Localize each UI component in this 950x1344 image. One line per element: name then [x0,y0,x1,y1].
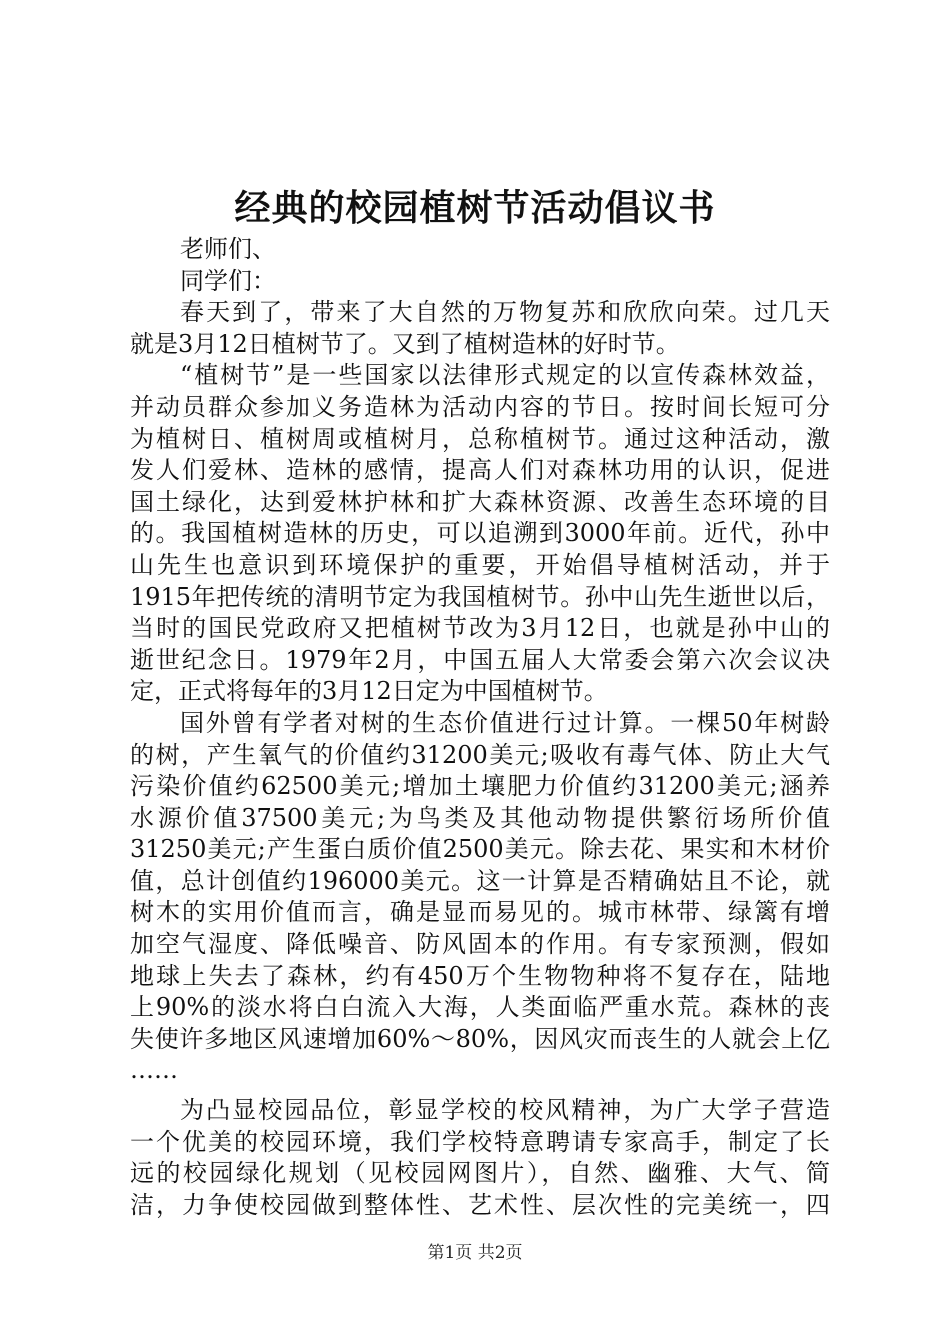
paragraph-line: 值，总计创值约196000美元。这一计算是否精确姑且不论，就 [130,866,830,895]
paragraph-line: 的。我国植树造林的历史，可以追溯到3000年前。近代，孙中 [130,519,830,548]
paragraph-line: 山先生也意识到环境保护的重要，开始倡导植树活动，并于 [130,550,830,579]
paragraph-line: 上90%的淡水将白白流入大海，人类面临严重水荒。森林的丧 [130,993,830,1022]
paragraph-line: 1915年把传统的清明节定为我国植树节。孙中山先生逝世以后， [130,582,830,611]
paragraph-line: 国外曾有学者对树的生态价值进行过计算。一棵50年树龄 [180,708,830,737]
page-number-footer: 第1页 共2页 [427,1243,523,1263]
paragraph-line: 地球上失去了森林，约有450万个生物物种将不复存在，陆地 [130,961,830,990]
salutation-students: 同学们： [180,266,276,295]
document-title: 经典的校园植树节活动倡议书 [234,187,716,229]
salutation-teachers: 老师们、 [180,235,276,263]
paragraph-line: 就是3月12日植树节了。又到了植树造林的好时节。 [130,329,680,358]
paragraph-line: 树木的实用价值而言，确是显而易见的。城市林带、绿篱有增 [130,898,830,927]
paragraph-line: 的树，产生氧气的价值约31200美元;吸收有毒气体、防止大气 [130,740,830,769]
paragraph-campus-greening [130,1095,830,1221]
paragraph-arbor-day-history [130,360,830,708]
paragraph-line: 加空气湿度、降低噪音、防风固本的作用。有专家预测，假如 [130,930,830,959]
paragraph-tree-value [130,708,830,1087]
paragraph-line: 洁，力争使校园做到整体性、艺术性、层次性的完美统一，四 [130,1190,830,1219]
paragraph-line: 为植树日、植树周或植树月，总称植树节。通过这种活动，激 [130,424,830,453]
paragraph-line: 远的校园绿化规划（见校园网图片），自然、幽雅、大气、简 [130,1159,830,1188]
paragraph-line: 逝世纪念日。1979年2月，中国五届人大常委会第六次会议决 [130,645,830,674]
paragraph-line: 失使许多地区风速增加60%～80%，因风灾而丧生的人就会上亿 [130,1024,830,1053]
paragraph-spring [130,297,830,360]
paragraph-line: 定，正式将每年的3月12日定为中国植树节。 [130,677,608,706]
paragraph-line: …… [130,1056,178,1085]
paragraph-line: 国土绿化，达到爱林护林和扩大森林资源、改善生态环境的目 [130,487,830,516]
paragraph-line: 春天到了，带来了大自然的万物复苏和欣欣向荣。过几天 [180,298,830,327]
paragraph-line: 一个优美的校园环境，我们学校特意聘请专家高手，制定了长 [130,1127,830,1156]
paragraph-line: 为凸显校园品位，彰显学校的校风精神，为广大学子营造 [180,1096,830,1125]
paragraph-line: 31250美元;产生蛋白质价值2500美元。除去花、果实和木材价 [130,835,830,864]
document-body [130,234,830,1221]
paragraph-line: 污染价值约62500美元;增加土壤肥力价值约31200美元;涵养 [130,772,830,801]
paragraph-line: 发人们爱林、造林的感情，提高人们对森林功用的认识，促进 [130,456,830,485]
paragraph-line: “植树节”是一些国家以法律形式规定的以宣传森林效益， [180,361,830,390]
paragraph-line: 当时的国民党政府又把植树节改为3月12日，也就是孙中山的 [130,614,830,643]
paragraph-line: 并动员群众参加义务造林为活动内容的节日。按时间长短可分 [130,392,830,421]
paragraph-line: 水源价值37500美元;为鸟类及其他动物提供繁衍场所价值 [130,803,830,832]
paragraph-gap [130,1087,830,1095]
